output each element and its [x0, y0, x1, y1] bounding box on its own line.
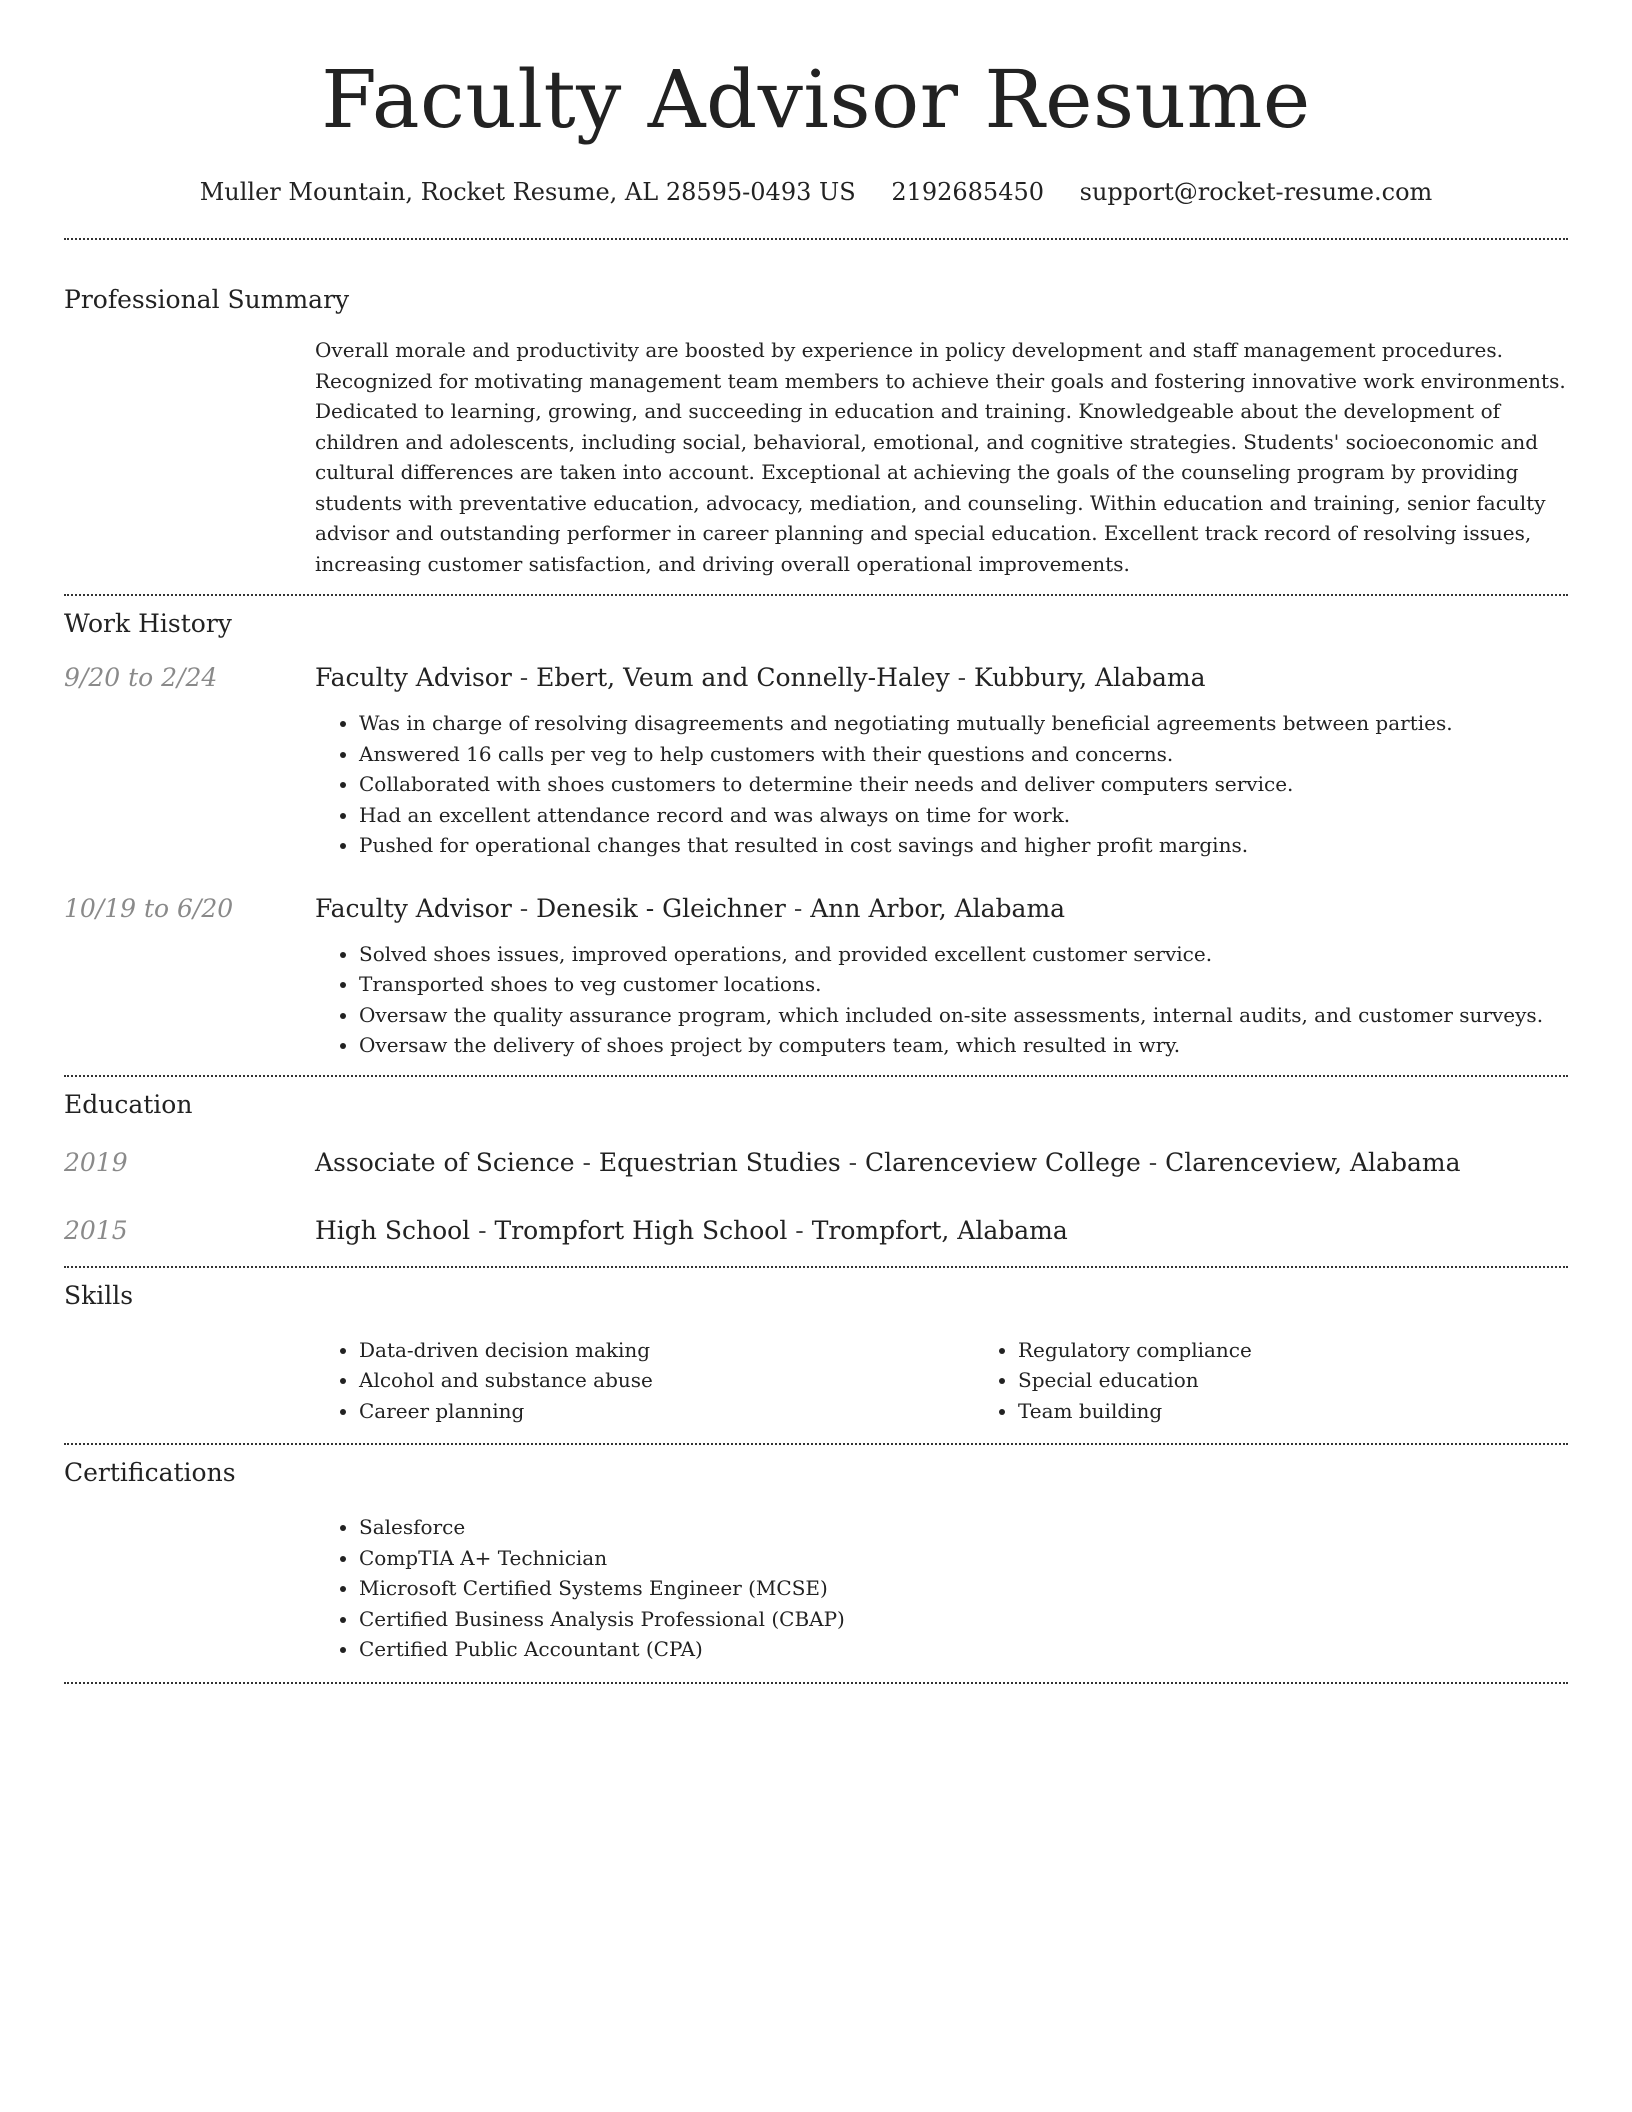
divider: [64, 1682, 1568, 1684]
list-item: • Oversaw the quality assurance program, which included on-site assessments, internal audits, and customer surveys.: [359, 1000, 1568, 1031]
list-item: • Had an excellent attendance record and was always on time for work.: [359, 800, 1568, 831]
job-dates: 9/20 to 2/24: [64, 663, 218, 692]
job-company: Ebert, Veum and Connelly-Haley: [536, 663, 950, 692]
separator: -: [1140, 1147, 1166, 1177]
school-location: Trompfort, Alabama: [811, 1215, 1068, 1245]
separator: -: [785, 893, 811, 923]
list-item: • Pushed for operational changes that resulted in cost savings and higher profit margins.: [359, 830, 1568, 861]
summary-section: [64, 284, 1568, 579]
section-title-certifications: Certifications: [64, 1458, 236, 1487]
education-entry: [64, 1215, 1568, 1247]
job-bullets: [315, 939, 1568, 1061]
job-heading: [315, 893, 1568, 925]
certification-item: • Microsoft Certified Systems Engineer (MCSE): [359, 1573, 1568, 1604]
job-role: Faculty Advisor: [315, 893, 512, 923]
job-entry: [64, 662, 1568, 861]
certification-item: • Salesforce: [359, 1512, 1568, 1543]
separator: -: [511, 893, 537, 923]
skills-section: [64, 1280, 1568, 1427]
divider: [64, 1443, 1568, 1445]
certifications-section: [64, 1457, 1568, 1665]
separator: -: [787, 1215, 812, 1245]
job-role: Faculty Advisor: [315, 663, 512, 692]
list-item: • Answered 16 calls per veg to help customers with their questions and concerns.: [359, 739, 1568, 770]
section-title-work: Work History: [64, 609, 232, 638]
separator: -: [949, 663, 975, 692]
job-location: Ann Arbor, Alabama: [810, 893, 1066, 923]
list-item: • Transported shoes to veg customer locations.: [359, 969, 1568, 1000]
address: Muller Mountain, Rocket Resume, AL 28595-0493 US: [199, 178, 856, 206]
skill-item: • Team building: [1018, 1396, 1632, 1427]
contact-line: [64, 176, 1568, 208]
skills-list-right: [974, 1335, 1632, 1427]
summary-text: Overall morale and productivity are boosted by experience in policy development and staff management procedures. Recognized for motivating management team members to achieve their goals and fostering innovative work environments. Dedicated to learning, growing, and succeeding in education and training. Knowledgeable about the development of children and adolescents, including social, behavioral, emotional, and cognitive strategies. Students' socioeconomic and cultural differences are taken into account. Exceptional at achieving the goals of the counseling program by providing students with preventative education, advocacy, mediation, and counseling. Within education and training, senior faculty advisor and outstanding performer in career planning and special education. Excellent track record of resolving issues, increasing customer satisfaction, and driving overall operational improvements.: [315, 338, 1566, 576]
work-history-section: [64, 608, 1568, 1061]
job-bullets: [315, 708, 1568, 861]
skill-item: • Data-driven decision making: [359, 1335, 974, 1366]
skill-item: • Alcohol and substance abuse: [359, 1365, 974, 1396]
job-dates: 10/19 to 6/20: [64, 893, 234, 923]
separator: -: [840, 1147, 866, 1177]
education-heading: [315, 1215, 1568, 1247]
field-of-study: Equestrian Studies: [598, 1147, 841, 1177]
phone: 2192685450: [891, 178, 1045, 206]
section-title-skills: Skills: [64, 1280, 134, 1310]
list-item: • Collaborated with shoes customers to determine their needs and deliver computers service.: [359, 769, 1568, 800]
section-title-summary: Professional Summary: [64, 285, 350, 314]
job-company: Denesik - Gleichner: [536, 893, 786, 923]
school-location: Clarenceview, Alabama: [1165, 1147, 1461, 1177]
section-title-education: Education: [64, 1089, 193, 1119]
job-location: Kubbury, Alabama: [974, 663, 1206, 692]
separator: -: [574, 1147, 599, 1177]
separator: -: [470, 1215, 495, 1245]
list-item: • Solved shoes issues, improved operations, and provided excellent customer service.: [359, 939, 1568, 970]
skills-list-left: [315, 1335, 974, 1427]
education-year: 2019: [64, 1147, 128, 1177]
divider: [64, 238, 1568, 240]
degree: High School: [315, 1215, 471, 1245]
separator: -: [511, 663, 537, 692]
email: support@rocket-resume.com: [1079, 178, 1433, 206]
school: Trompfort High School: [494, 1215, 788, 1245]
resume-title: Faculty Advisor Resume: [321, 53, 1311, 146]
certification-item: • Certified Public Accountant (CPA): [359, 1634, 1568, 1665]
skill-item: • Career planning: [359, 1396, 974, 1427]
list-item: • Oversaw the delivery of shoes project by computers team, which resulted in wry.: [359, 1030, 1568, 1061]
resume-page: [64, 0, 1568, 1684]
certification-item: • CompTIA A+ Technician: [359, 1543, 1568, 1574]
skill-item: • Special education: [1018, 1365, 1632, 1396]
divider: [64, 1075, 1568, 1077]
job-heading: [315, 662, 1568, 694]
education-section: [64, 1089, 1568, 1247]
certifications-list: [315, 1512, 1568, 1665]
degree: Associate of Science: [315, 1147, 575, 1177]
school: Clarenceview College: [865, 1147, 1141, 1177]
certification-item: • Certified Business Analysis Professional (CBAP): [359, 1604, 1568, 1635]
divider: [64, 1266, 1568, 1268]
education-heading: [315, 1147, 1568, 1179]
skill-item: • Regulatory compliance: [1018, 1335, 1632, 1366]
list-item: • Was in charge of resolving disagreements and negotiating mutually beneficial agreements between parties.: [359, 708, 1568, 739]
job-entry: [64, 893, 1568, 1061]
education-entry: [64, 1147, 1568, 1179]
divider: [64, 594, 1568, 596]
education-year: 2015: [64, 1215, 128, 1245]
